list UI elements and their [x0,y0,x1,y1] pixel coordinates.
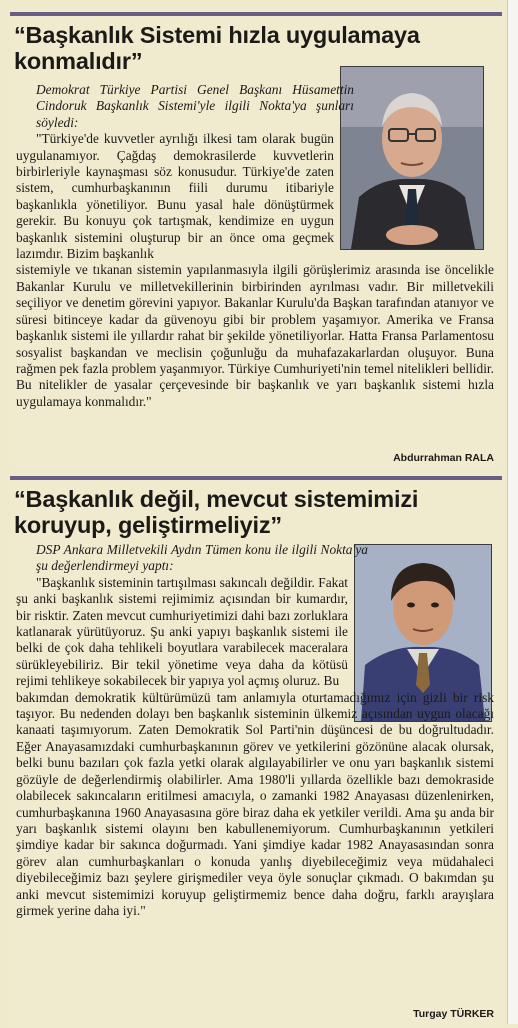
article-headline: “Başkanlık Sistemi hızla uygulamaya konmalıdır” [14,22,420,74]
article-cindoruk [10,12,502,468]
article-body [16,542,494,919]
author-byline: Turgay TÜRKER [413,1008,494,1020]
author-byline: Abdurrahman RALA [393,452,494,464]
article-headline: “Başkanlık değil, mevcut sistemimizi koruyup, geliştirmeliyiz” [14,486,419,538]
article-body [16,82,494,410]
article-intro: DSP Ankara Milletvekili Aydın Tümen konu ile ilgili Nokta'ya şu değerlendirmeyi yaptı: [36,542,368,574]
article-tumen [10,476,502,1028]
article-intro: Demokrat Türkiye Partisi Genel Başkanı Hüsamettin Cindoruk Başkanlık Sistemi'yle ilgili Nokta'ya şunları söyledi: [36,82,354,130]
page-edge [507,0,518,1024]
article-quote-column: "Başkanlık sisteminin tartışılması sakıncalı değildir. Fakat şu anki başkanlık sistemi rejimimiz açısından bir kumardır, bir risktir. Zaten mevcut cumhuriyetimizi dahi bazı zorluklara katlanarak yürütüyoruz. Şu anki yapıyı başkanlık sistemi ile belki de çok daha tehlikeli boyutlara varabilecek maceralara sürükleyebiliriz. Bir tekil yönetime veya daha da kötüsü rejimi tehlikeye sokabilecek bir yapıya yol açmış oluruz. Bu [16,574,348,689]
article-quote-column: "Türkiye'de kuvvetler ayrılığı ilkesi tam olarak bugün uygulanamıyor. Çağdaş demokrasilerde kuvvetlerin birbirleriyle kaynaşması söz konusudur. Türkiye'de zaten sistem, cumhurbaşkanının fiili durumu itibariyle başkanlıkla yönetiliyor. Bunu yasal hale dönüştürmek gerekir. Bu konuyu çok tartışmak, kendimize en uygun başkanlık sistemini oluşturup bir an önce oma geçmek lazımdır. Bizim başkanlık [16,131,334,262]
article-quote-continued: sistemiyle ve tıkanan sistemin yapılanmasıyla ilgili görüşlerimiz arasında ise öncelikle Bakanlar Kurulu ve milletvekillerinin birbirinden ayrılması vadır. Bir milletvekili seçiliyor ve denetim görevini yapıyor. Bakanlar Kurulu'da Başkan tarafından atanıyor ve süresi bitinceye kadar da güvenoyu gibi bir problem yaşamıyor. Amerika ve Fransa başkanlık sistemi ile yıllardır rahat bir şekilde yönetiliyorlar. Hatta Fransa Parlamentosu sosyalist başkandan ve meclisin çoğunluğu da muhafazakarlardan oluşuyor. Buna rağmen pek fazla problem yaşanmıyor. Türkiye Cumhuriyeti'nin temel nitelikleri bellidir. Bu nitelikler de yasalar çerçevesinde bir başkanlık ve yarı başkanlık sistemi hızla uygulamaya konmalıdır." [16,262,494,409]
article-quote-continued: bakımdan demokratik kültürümüzü tam anlamıyla oturtamadığımız için gizli bir risk taşıyor. Bu nedenden dolayı ben başkanlık sisteminin ülkemiz açısından uygun olacağı kanaati taşımıyorum. Zaten Demokratik Sol Parti'nin düşüncesi de bu doğrultudadır. Eğer Anayasamızdaki cumhurbaşkanının görev ve yetkilerini gözönüne alacak olursak, belki bunu bazıları çok fazla yetki olarak algılayabilirler ve onu yarı başkanlık sistemi gözüyle de değerlendirmiş olabilirler. Ama 1980'li yıllarda özellikle bazı demokraside olabilecek sakıncaların eritilmesi amacıyla, o zamanki 1982 Anayasası düzenlenirken, cumhurbaşkanına 1960 Anayasasına göre biraz daha ek yetkiler verildi. Ama şu anda bir yarı başkanlık sistemi olayını ben kabullenemiyorum. Cumhurbaşkanının yetkileri şimdiye kadar bir sakınca doğurmadı. Yani şimdiye kadar 1982 Anayasasından sonra görev alan cumhurbaşkanları o konuda yanlış diyebileceğimiz veya müdahaleci diyebileceğimiz bazı şeylere girişmediler veya öyle sonuçlar çıkmadı. O bakımdan şu anki mevcut sistemimizi koruyup geliştirmemiz bence daha doğru, farklı arayışlara girmek yerine daha iyi." [16,689,494,918]
